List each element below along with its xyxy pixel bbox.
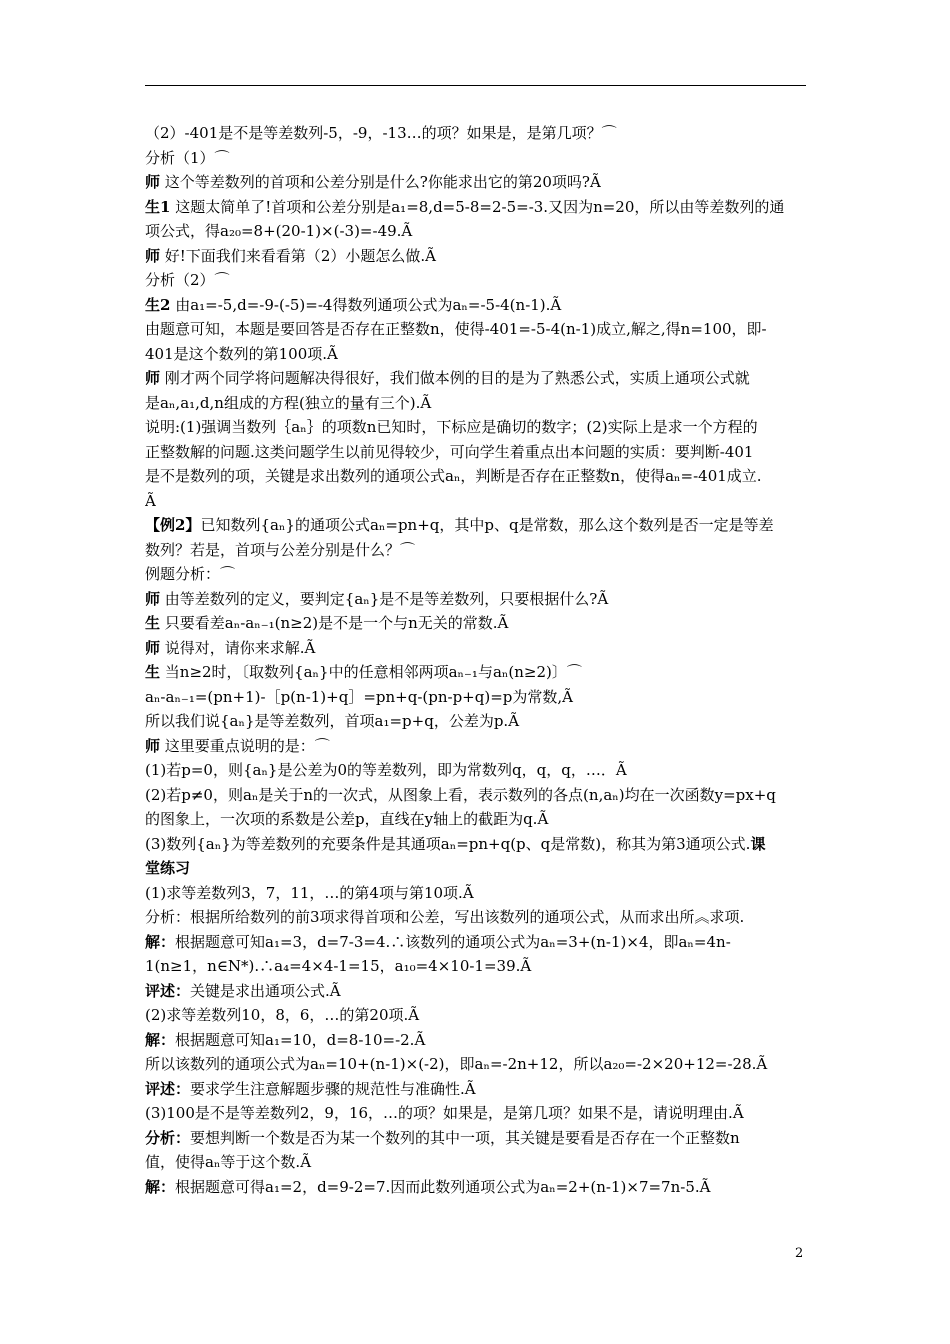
text-line — [145, 636, 807, 661]
text-line — [145, 146, 807, 171]
text-segment: 已知数列{aₙ}的通项公式aₙ=pn+q，其中p、q是常数，那么这个数列是否一定是等差 — [200, 516, 774, 534]
text-line — [145, 268, 807, 293]
text-segment: (2)若p≠0，则aₙ是关于n的一次式，从图象上看，表示数列的各点(n,aₙ)均在一次函数y=px+q — [145, 785, 776, 804]
text-line — [145, 1052, 807, 1077]
text-segment: 1(n≥1，n∈N*).∴a₄=4×4-1=15，a₁₀=4×10-1=39.Ã — [145, 957, 532, 975]
text-line — [145, 219, 807, 244]
bold-label: 堂练习 — [145, 859, 191, 877]
text-segment: 例题分析：⌒ — [145, 565, 236, 583]
text-line — [145, 930, 807, 955]
text-segment: 的图象上，一次项的系数是公差p，直线在y轴上的截距为q.Ã — [145, 810, 549, 828]
text-segment: 值，使得aₙ等于这个数.Ã — [145, 1153, 312, 1171]
text-segment: 要求学生注意解题步骤的规范性与准确性.Ã — [190, 1079, 476, 1098]
page-number: 2 — [795, 1246, 804, 1261]
text-line — [145, 293, 807, 318]
text-line — [145, 1077, 807, 1102]
text-line — [145, 685, 807, 710]
text-segment: 这题太简单了!首项和公差分别是a₁=8,d=5-8=2-5=-3.又因为n=20，所以由等差数列的通 — [170, 197, 785, 216]
text-line — [145, 513, 807, 538]
text-line — [145, 1101, 807, 1126]
bold-label: 师 — [145, 638, 161, 657]
text-line — [145, 1003, 807, 1028]
text-segment: 刚才两个同学将问题解决得很好，我们做本例的目的是为了熟悉公式，实质上通项公式就 — [160, 369, 750, 387]
text-segment: 分析：根据所给数列的前3项求得首项和公差，写出该数列的通项公式，从而求出所︽求项. — [145, 908, 745, 926]
text-line — [145, 464, 807, 489]
text-line — [145, 758, 807, 783]
text-segment: 只要看差aₙ-aₙ₋₁(n≥2)是不是一个与n无关的常数.Ã — [160, 614, 509, 632]
bold-label: 师 — [145, 589, 161, 608]
text-segment: 要想判断一个数是否为某一个数列的其中一项，其关键是要看是否存在一个正整数n — [190, 1128, 740, 1147]
text-line — [145, 440, 807, 465]
bold-label: 解： — [145, 932, 176, 951]
bold-label: 评述： — [145, 1079, 191, 1098]
bold-label: 师 — [145, 369, 161, 387]
bold-label: 解： — [145, 1177, 176, 1196]
text-line — [145, 538, 807, 563]
text-segment: (3)数列{aₙ}为等差数列的充要条件是其通项aₙ=pn+q(p、q是常数)，称其为第3通项公式. — [145, 834, 751, 853]
bold-label: 生 — [145, 663, 161, 681]
text-line — [145, 170, 807, 195]
bold-label: 师 — [145, 736, 161, 755]
text-line — [145, 709, 807, 734]
text-segment: 是aₙ,a₁,d,n组成的方程(独立的量有三个).Ã — [145, 393, 432, 412]
text-segment: 关键是求出通项公式.Ã — [190, 981, 341, 1000]
text-segment: 分析（2）⌒ — [145, 271, 230, 289]
text-line — [145, 881, 807, 906]
bold-label: 解： — [145, 1030, 176, 1049]
text-line — [145, 121, 807, 146]
bold-label: 课 — [750, 834, 766, 853]
text-segment: 说明:(1)强调当数列｛aₙ｝的项数n已知时，下标应是确切的数字；(2)实际上是求一个方程的 — [145, 418, 758, 436]
text-line — [145, 342, 807, 367]
text-segment: 由题意可知，本题是要回答是否存在正整数n，使得-401=-5-4(n-1)成立,解之,得n=100，即- — [145, 320, 767, 338]
text-segment: （2）-401是不是等差数列-5，-9，-13…的项？如果是，是第几项？⌒ — [145, 124, 617, 142]
text-segment: 由等差数列的定义，要判定{aₙ}是不是等差数列，只要根据什么?Ã — [160, 589, 609, 608]
text-segment: 分析（1）⌒ — [145, 148, 230, 167]
text-line — [145, 317, 807, 342]
text-line — [145, 783, 807, 808]
bold-label: 分析： — [145, 1128, 191, 1147]
text-line — [145, 562, 807, 587]
bold-label: 生2 — [145, 295, 171, 314]
text-line — [145, 1028, 807, 1053]
text-segment: 是不是数列的项，关键是求出数列的通项公式aₙ，判断是否存在正整数n，使得aₙ=-401成立. — [145, 467, 762, 485]
bold-label: 师 — [145, 246, 161, 265]
text-segment: 项公式，得a₂₀=8+(20-1)×(-3)=-49.Ã — [145, 222, 413, 240]
text-line — [145, 415, 807, 440]
text-line — [145, 611, 807, 636]
text-segment: 所以我们说{aₙ}是等差数列，首项a₁=p+q，公差为p.Ã — [145, 712, 520, 730]
text-segment: 说得对，请你来求解.Ã — [160, 638, 316, 657]
text-segment: 401是这个数列的第100项.Ã — [145, 344, 338, 363]
text-segment: 这个等差数列的首项和公差分别是什么?你能求出它的第20项吗?Ã — [160, 173, 601, 191]
text-line — [145, 489, 807, 514]
text-segment: 当n≥2时，〔取数列{aₙ}中的任意相邻两项aₙ₋₁与aₙ(n≥2)〕⌒ — [160, 663, 582, 681]
text-segment: aₙ-aₙ₋₁=(pn+1)-［p(n-1)+q］=pn+q-(pn-p+q)=p为常数,Ã — [145, 687, 573, 706]
bold-label: 师 — [145, 173, 161, 191]
text-segment: (3)100是不是等差数列2，9，16，…的项？如果是，是第几项？如果不是，请说明理由.Ã — [145, 1104, 744, 1122]
text-line — [145, 391, 807, 416]
text-segment: 所以该数列的通项公式为aₙ=10+(n-1)×(-2)，即aₙ=-2n+12，所以a₂₀=-2×20+12=-28.Ã — [145, 1055, 768, 1073]
bold-label: 生 — [145, 614, 161, 632]
text-line — [145, 856, 807, 881]
text-segment: 好!下面我们来看看第（2）小题怎么做.Ã — [160, 246, 436, 265]
text-segment: Ã — [145, 491, 156, 510]
text-segment: 根据题意可得a₁=2，d=9-2=7.因而此数列通项公式为aₙ=2+(n-1)×7=7n-5.Ã — [175, 1177, 711, 1196]
text-segment: 由a₁=-5,d=-9-(-5)=-4得数列通项公式为aₙ=-5-4(n-1).Ã — [170, 295, 562, 314]
text-line — [145, 954, 807, 979]
text-line — [145, 244, 807, 269]
text-line — [145, 587, 807, 612]
document-body — [145, 121, 807, 1199]
bold-label: 生1 — [145, 197, 171, 216]
text-segment: 根据题意可知a₁=10，d=8-10=-2.Ã — [175, 1030, 426, 1049]
text-segment: 根据题意可知a₁=3，d=7-3=4.∴该数列的通项公式为aₙ=3+(n-1)×4，即aₙ=4n- — [175, 932, 731, 951]
text-line — [145, 832, 807, 857]
text-line — [145, 660, 807, 685]
header-rule — [145, 85, 806, 86]
bold-label: 【例2】 — [145, 516, 201, 534]
text-segment: (1)若p=0，则{aₙ}是公差为0的等差数列，即为常数列q，q，q，…．Ã — [145, 761, 627, 779]
text-line — [145, 195, 807, 220]
bold-label: 评述： — [145, 981, 191, 1000]
text-segment: (2)求等差数列10，8，6，…的第20项.Ã — [145, 1006, 420, 1024]
text-line — [145, 366, 807, 391]
text-segment: 数列？若是，首项与公差分别是什么？⌒ — [145, 540, 416, 559]
text-line — [145, 905, 807, 930]
text-line — [145, 807, 807, 832]
text-segment: (1)求等差数列3，7，11，…的第4项与第10项.Ã — [145, 883, 474, 902]
text-line — [145, 1175, 807, 1200]
text-segment: 这里要重点说明的是：⌒ — [160, 736, 330, 755]
text-segment: 正整数解的问题.这类问题学生以前见得较少，可向学生着重点出本问题的实质：要判断-401 — [145, 442, 754, 461]
text-line — [145, 734, 807, 759]
text-line — [145, 979, 807, 1004]
text-line — [145, 1150, 807, 1175]
text-line — [145, 1126, 807, 1151]
